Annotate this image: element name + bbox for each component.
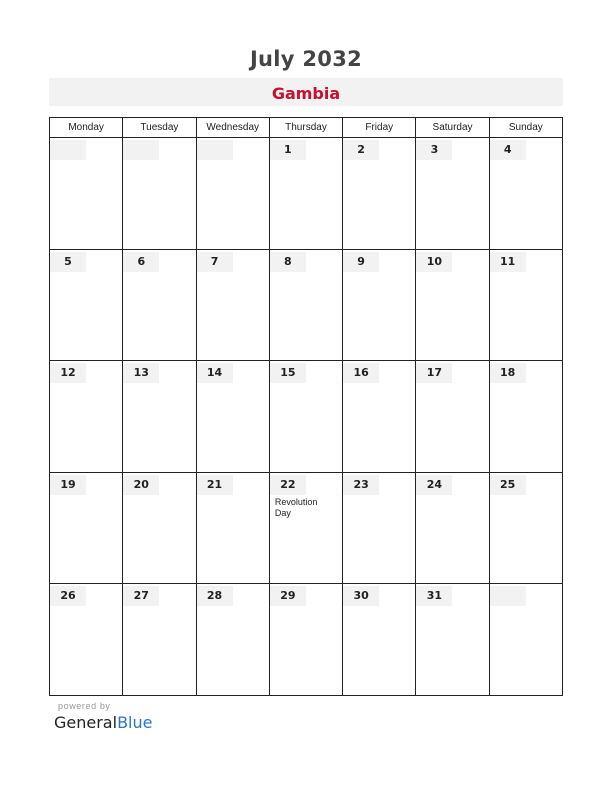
day-number: 20 [123, 475, 159, 495]
day-cell [123, 249, 196, 361]
day-cell [416, 584, 489, 696]
country-name: Gambia [271, 84, 341, 103]
day-cell [489, 361, 562, 473]
generalblue-logo[interactable] [54, 713, 152, 732]
day-number: 14 [197, 363, 233, 383]
day-cell [269, 138, 342, 250]
weekday-header-row [50, 118, 563, 138]
day-cell [123, 138, 196, 250]
day-number: 17 [416, 363, 452, 383]
day-cell [196, 584, 269, 696]
day-cell [196, 249, 269, 361]
day-cell [343, 472, 416, 584]
day-number: 19 [50, 475, 86, 495]
day-cell [123, 472, 196, 584]
day-number: 4 [490, 140, 526, 160]
weekday-sunday: Sunday [489, 118, 562, 138]
day-number: 25 [490, 475, 526, 495]
day-cell [50, 361, 123, 473]
weekday-monday: Monday [50, 118, 123, 138]
day-number: 2 [343, 140, 379, 160]
calendar-grid [49, 117, 563, 696]
day-cell [50, 249, 123, 361]
weekday-wednesday: Wednesday [196, 118, 269, 138]
day-cell [196, 361, 269, 473]
day-cell [269, 584, 342, 696]
day-number: 24 [416, 475, 452, 495]
day-number: 12 [50, 363, 86, 383]
day-cell [343, 584, 416, 696]
day-number: 15 [270, 363, 306, 383]
day-number [123, 140, 159, 160]
day-number: 1 [270, 140, 306, 160]
weekday-thursday: Thursday [269, 118, 342, 138]
day-cell [416, 361, 489, 473]
day-number: 31 [416, 586, 452, 606]
day-number: 13 [123, 363, 159, 383]
day-cell [343, 361, 416, 473]
day-number: 21 [197, 475, 233, 495]
day-cell [196, 138, 269, 250]
week-row [50, 361, 563, 473]
day-number: 9 [343, 252, 379, 272]
day-cell [489, 138, 562, 250]
day-number: 27 [123, 586, 159, 606]
weekday-saturday: Saturday [416, 118, 489, 138]
day-cell [343, 138, 416, 250]
day-number: 26 [50, 586, 86, 606]
day-cell [489, 584, 562, 696]
day-number: 28 [197, 586, 233, 606]
weekday-tuesday: Tuesday [123, 118, 196, 138]
day-cell [269, 361, 342, 473]
week-row [50, 249, 563, 361]
day-cell [343, 249, 416, 361]
day-cell-holiday [269, 472, 342, 584]
day-cell [269, 249, 342, 361]
week-row [50, 472, 563, 584]
day-number: 16 [343, 363, 379, 383]
day-number: 11 [490, 252, 526, 272]
day-cell [50, 584, 123, 696]
day-number: 5 [50, 252, 86, 272]
day-number: 23 [343, 475, 379, 495]
week-row [50, 584, 563, 696]
day-number: 3 [416, 140, 452, 160]
day-cell [416, 138, 489, 250]
day-number: 6 [123, 252, 159, 272]
day-number: 29 [270, 586, 306, 606]
day-number [50, 140, 86, 160]
day-number: 22 [270, 475, 306, 495]
calendar-title: July 2032 [249, 47, 363, 71]
day-cell [123, 361, 196, 473]
day-cell [50, 138, 123, 250]
day-cell [489, 249, 562, 361]
day-cell [416, 472, 489, 584]
week-row [50, 138, 563, 250]
brand-blue: Blue [117, 713, 153, 732]
day-number [490, 586, 526, 606]
powered-by-label: powered by [58, 701, 111, 711]
day-cell [50, 472, 123, 584]
weekday-friday: Friday [343, 118, 416, 138]
day-number: 30 [343, 586, 379, 606]
day-number: 8 [270, 252, 306, 272]
day-cell [416, 249, 489, 361]
day-cell [196, 472, 269, 584]
holiday-label: Revolution Day [274, 496, 318, 518]
brand-general: General [54, 713, 118, 732]
day-cell [123, 584, 196, 696]
day-cell [489, 472, 562, 584]
day-number: 10 [416, 252, 452, 272]
day-number [197, 140, 233, 160]
day-number: 7 [197, 252, 233, 272]
day-number: 18 [490, 363, 526, 383]
